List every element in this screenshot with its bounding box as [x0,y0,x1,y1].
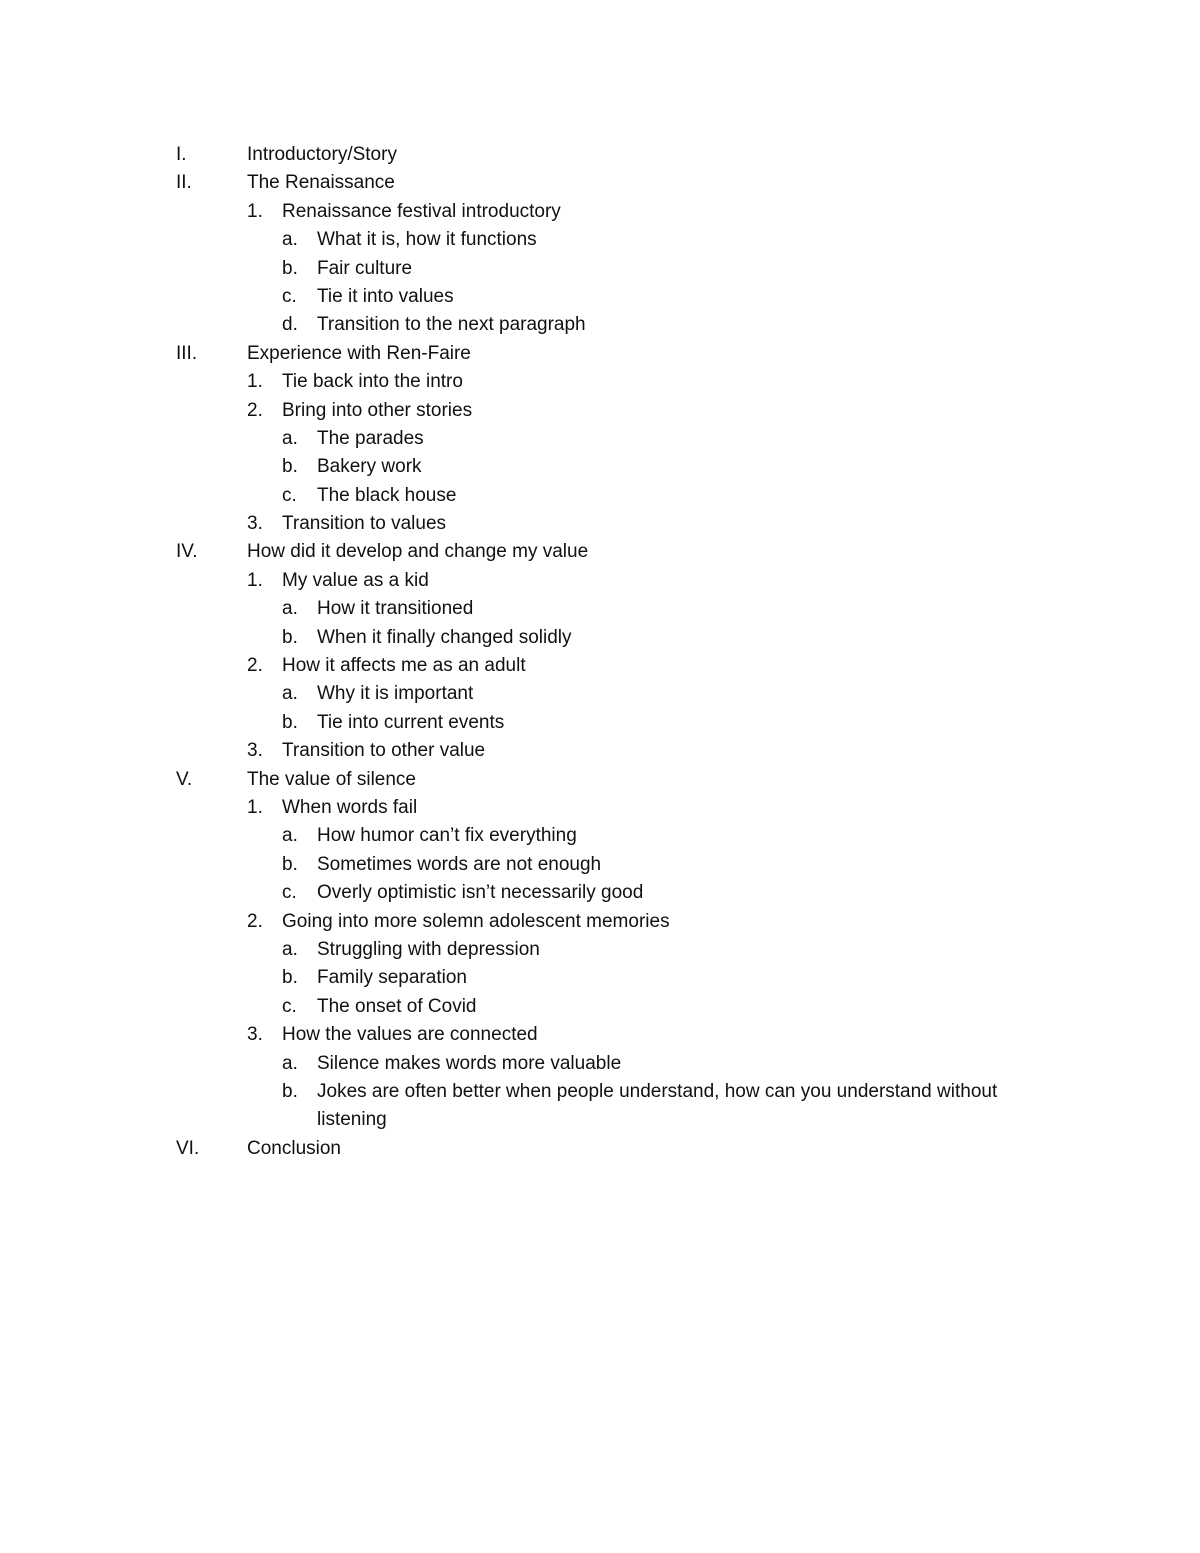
outline-marker: b. [282,711,298,733]
outline-text: The Renaissance [247,172,395,194]
outline-marker: a. [282,598,298,620]
outline-item-level-1 [0,169,1200,197]
outline-text: What it is, how it functions [317,229,537,251]
outline-marker: 1. [247,569,263,591]
outline-item-level-3 [0,255,1200,283]
outline-item-level-3 [0,1078,1200,1135]
outline-text: The parades [317,427,424,449]
outline-item-level-1 [0,538,1200,566]
outline-text: When it finally changed solidly [317,626,572,648]
outline-text: How did it develop and change my value [247,541,589,563]
outline-text: Transition to values [282,513,447,535]
outline-marker: 3. [247,740,263,762]
outline-item-level-3 [0,936,1200,964]
outline-text: The onset of Covid [317,995,477,1017]
outline-text: Why it is important [317,683,474,705]
outline-marker: 3. [247,1024,263,1046]
outline-text: Jokes are often better when people understand, how can you understand without listening [317,1080,998,1131]
outline-marker: b. [282,257,298,279]
outline-item-level-2 [0,567,1200,595]
outline-item-level-2 [0,368,1200,396]
outline-text: My value as a kid [282,569,429,591]
outline-text: Silence makes words more valuable [317,1052,622,1074]
outline-item-level-3 [0,624,1200,652]
outline-text: Struggling with depression [317,938,540,960]
outline-marker: 1. [247,371,263,393]
outline-item-level-1 [0,766,1200,794]
outline-item-level-2 [0,908,1200,936]
outline-item-level-3 [0,680,1200,708]
essay-outline [0,141,1200,1163]
outline-text: Bakery work [317,456,422,478]
outline-marker: II. [176,172,192,194]
outline-marker: I. [176,144,187,165]
outline-marker: b. [282,967,298,989]
outline-text: When words fail [282,796,418,818]
outline-marker: VI. [176,1137,200,1159]
outline-item-level-1 [0,340,1200,368]
outline-marker: a. [282,825,298,847]
outline-marker: b. [282,456,298,478]
outline-text: The value of silence [247,768,416,790]
outline-marker: d. [282,314,298,336]
outline-marker: IV. [176,541,198,563]
outline-item-level-3 [0,709,1200,737]
outline-item-level-2 [0,652,1200,680]
outline-text: Fair culture [317,257,413,279]
outline-item-level-3 [0,482,1200,510]
outline-text: Family separation [317,967,467,989]
outline-text: Tie into current events [317,711,505,733]
outline-item-level-1 [0,1135,1200,1163]
outline-text: How it affects me as an adult [282,655,526,677]
outline-item-level-3 [0,851,1200,879]
outline-marker: III. [176,342,198,364]
outline-text: How it transitioned [317,598,474,620]
outline-item-level-3 [0,993,1200,1021]
outline-item-level-3 [0,822,1200,850]
outline-marker: c. [282,882,297,904]
outline-text: Introductory/Story [247,144,397,165]
outline-text: Conclusion [247,1137,341,1159]
outline-marker: c. [282,484,297,506]
outline-text: Transition to other value [282,740,486,762]
outline-item-level-3 [0,453,1200,481]
outline-marker: a. [282,229,298,251]
outline-item-level-2 [0,1021,1200,1049]
outline-marker: b. [282,1080,298,1102]
outline-marker: a. [282,427,298,449]
outline-item-level-2 [0,737,1200,765]
outline-text: Renaissance festival introductory [282,200,561,222]
outline-item-level-3 [0,425,1200,453]
outline-item-level-1 [0,141,1200,169]
outline-text: Overly optimistic isn’t necessarily good [317,882,644,904]
outline-item-level-3 [0,283,1200,311]
outline-item-level-3 [0,964,1200,992]
outline-item-level-3 [0,879,1200,907]
outline-text: Transition to the next paragraph [317,314,586,336]
outline-text: Tie it into values [317,285,454,307]
outline-text: Going into more solemn adolescent memories [282,910,670,932]
outline-marker: 3. [247,513,263,535]
outline-item-level-3 [0,226,1200,254]
outline-text: How the values are connected [282,1024,538,1046]
outline-text: How humor can’t fix everything [317,825,577,847]
outline-marker: 2. [247,655,263,677]
outline-text: The black house [317,484,457,506]
outline-marker: 1. [247,200,263,222]
outline-item-level-3 [0,311,1200,339]
outline-marker: b. [282,853,298,875]
outline-marker: V. [176,768,193,790]
outline-marker: 2. [247,399,263,421]
outline-text: Experience with Ren-Faire [247,342,471,364]
outline-item-level-2 [0,397,1200,425]
outline-marker: 2. [247,910,263,932]
outline-marker: 1. [247,796,263,818]
outline-item-level-2 [0,510,1200,538]
outline-item-level-3 [0,1050,1200,1078]
outline-marker: a. [282,683,298,705]
outline-text: Tie back into the intro [282,371,463,393]
outline-text: Bring into other stories [282,399,473,421]
outline-marker: c. [282,995,297,1017]
outline-marker: a. [282,1052,298,1074]
outline-marker: b. [282,626,298,648]
outline-item-level-2 [0,794,1200,822]
outline-marker: c. [282,285,297,307]
outline-item-level-2 [0,198,1200,226]
outline-text: Sometimes words are not enough [317,853,602,875]
outline-item-level-3 [0,595,1200,623]
outline-marker: a. [282,938,298,960]
